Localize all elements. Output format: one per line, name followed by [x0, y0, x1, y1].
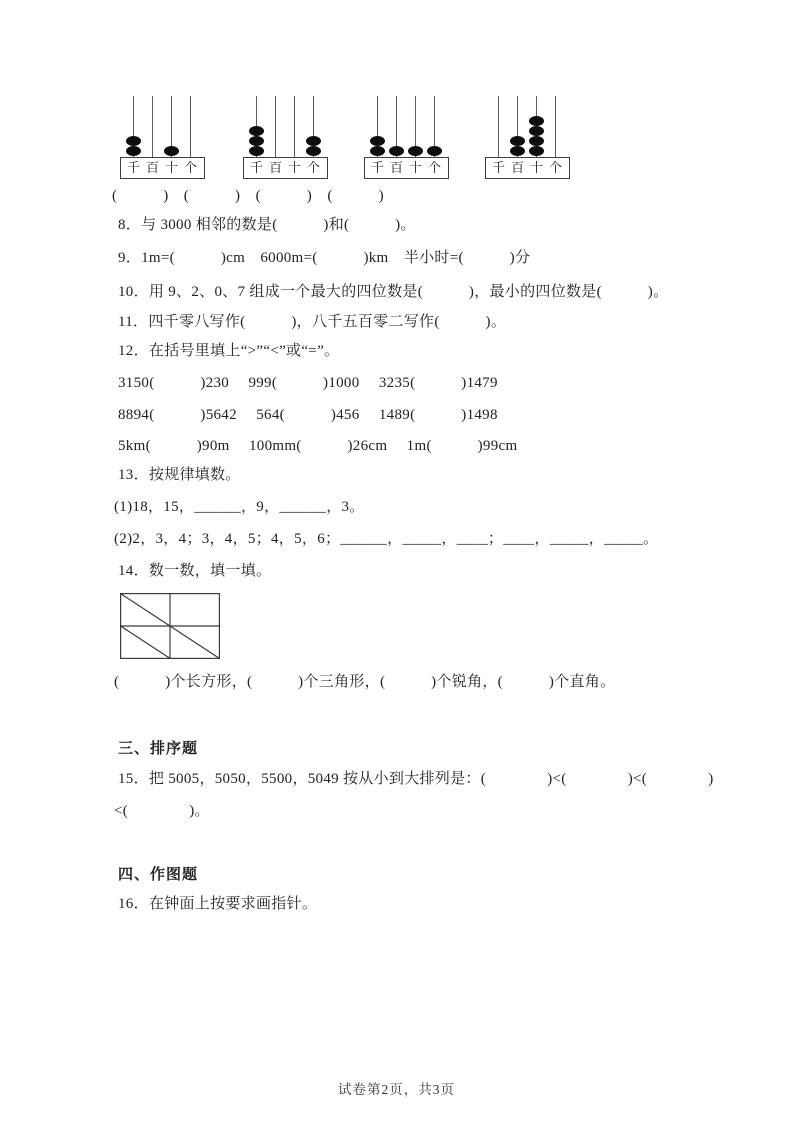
abacus-2 [243, 96, 328, 179]
abacus-rod [498, 96, 499, 158]
abacus-answer-blanks: ( ) ( ) ( ) ( ) [112, 188, 384, 204]
question-14-answer-blanks: ( )个长方形，( )个三角形，( )个锐角，( )个直角。 [114, 674, 616, 690]
question-12: 12．在括号里填上“>”“<”或“=”。 [118, 343, 340, 359]
page-footer: 试卷第2页，共3页 [338, 1082, 455, 1097]
abacus-bead [126, 136, 141, 146]
abacus-column-label: 千 [491, 160, 505, 175]
abacus-bead [249, 146, 264, 156]
abacus-bead [529, 146, 544, 156]
abacus-rod [294, 96, 295, 158]
abacus-3 [364, 96, 449, 179]
abacus-bead [249, 126, 264, 136]
question-14: 14．数一数，填一填。 [118, 563, 272, 579]
question-13: 13．按规律填数。 [118, 467, 241, 483]
abacus-bead [306, 136, 321, 146]
compare-row-2: 8894( )5642 564( )456 1489( )1498 [118, 407, 498, 423]
abacus-column-label: 个 [427, 160, 441, 175]
abacus-rod [190, 96, 191, 158]
abacus-bead [529, 116, 544, 126]
abacus-bead [510, 146, 525, 156]
question-13-part1: (1)18，15，______，9，______，3。 [114, 499, 365, 515]
question-15-continued: <( )。 [114, 803, 210, 819]
question-10: 10．用 9、2、0、7 组成一个最大的四位数是( )，最小的四位数是( )。 [118, 284, 669, 300]
abacus-column-label: 千 [249, 160, 263, 175]
abacus-column-label: 十 [287, 160, 301, 175]
question-16: 16．在钟面上按要求画指针。 [118, 896, 318, 912]
abacus-bead [529, 136, 544, 146]
abacus-4 [485, 96, 570, 179]
abacus-column-label: 千 [126, 160, 140, 175]
compare-row-1: 3150( )230 999( )1000 3235( )1479 [118, 375, 498, 391]
abacus-1 [120, 96, 205, 179]
abacus-frame [243, 157, 328, 179]
question-15: 15．把 5005，5050，5500，5049 按从小到大排列是：( )<( )<( ) [118, 771, 714, 787]
abacus-bead [529, 126, 544, 136]
abacus-bead [370, 136, 385, 146]
abacus-column-label: 个 [548, 160, 562, 175]
abacus-rod [152, 96, 153, 158]
abacus-frame [485, 157, 570, 179]
abacus-column-label: 千 [370, 160, 384, 175]
abacus-bead [249, 136, 264, 146]
question-13-part2: (2)2，3，4；3，4，5；4，5，6；______，_____，____；____，_____，_____。 [114, 531, 659, 547]
abacus-bead [164, 146, 179, 156]
abacus-bead [126, 146, 141, 156]
abacus-column-label: 个 [306, 160, 320, 175]
abacus-bead [510, 136, 525, 146]
question-9: 9．1m=( )cm 6000m=( )km 半小时=( )分 [118, 250, 531, 266]
abacus-frame [364, 157, 449, 179]
abacus-column-label: 个 [183, 160, 197, 175]
abacus-column-label: 百 [510, 160, 524, 175]
abacus-bead [389, 146, 404, 156]
question-8: 8．与 3000 相邻的数是( )和( )。 [118, 217, 416, 233]
section-heading-sorting: 三、排序题 [118, 741, 199, 757]
compare-row-3: 5km( )90m 100mm( )26cm 1m( )99cm [118, 438, 518, 454]
abacus-column-label: 十 [164, 160, 178, 175]
question-11: 11．四千零八写作( )，八千五百零二写作( )。 [118, 314, 507, 330]
section-heading-drawing: 四、作图题 [118, 867, 199, 883]
abacus-column-label: 百 [268, 160, 282, 175]
abacus-bead [408, 146, 423, 156]
abacus-column-label: 十 [408, 160, 422, 175]
count-shapes-figure [120, 593, 220, 659]
abacus-bead [370, 146, 385, 156]
abacus-rod [275, 96, 276, 158]
abacus-column-label: 百 [389, 160, 403, 175]
abacus-frame [120, 157, 205, 179]
abacus-rod [555, 96, 556, 158]
abacus-column-label: 百 [145, 160, 159, 175]
abacus-bead [306, 146, 321, 156]
abacus-bead [427, 146, 442, 156]
abacus-column-label: 十 [529, 160, 543, 175]
